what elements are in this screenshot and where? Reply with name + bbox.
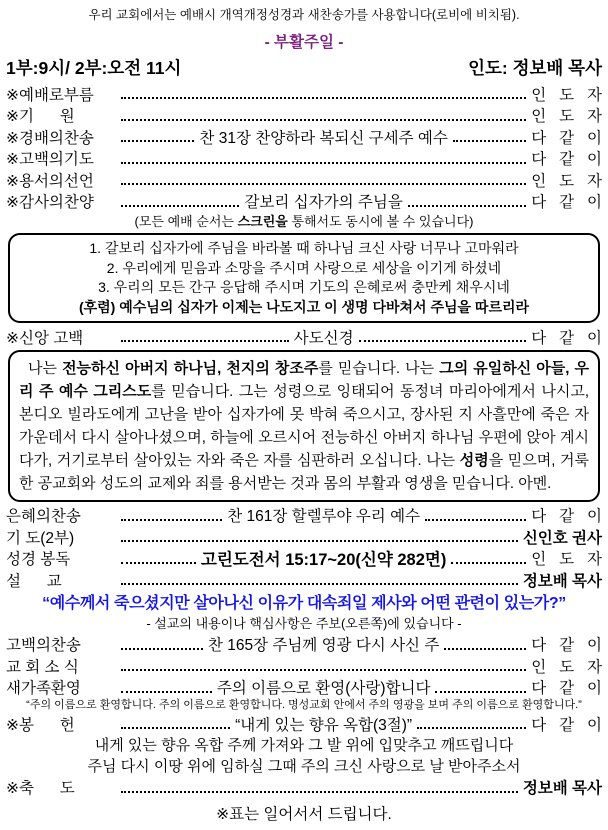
order-item-performer: 인 도 자 <box>531 172 602 190</box>
dotted-leader <box>121 174 526 185</box>
order-item-label: ※기 원 <box>6 108 75 126</box>
dotted-leader <box>417 718 526 729</box>
order-item-performer: 인 도 자 <box>531 86 602 104</box>
order-item-label: 설 교 <box>6 572 62 590</box>
order-item-detail: 찬 165장 주님께 영광 다시 사신 주 <box>207 637 440 655</box>
dotted-leader <box>444 639 526 650</box>
offering-hymn-line-1: 내게 있는 향유 옥합 주께 가져와 그 발 위에 입맞추고 깨뜨립니다 <box>94 736 514 754</box>
dotted-leader <box>359 331 527 342</box>
order-item-label: ※축 도 <box>6 780 75 798</box>
bible-hymnal-notice: 우리 교회에서는 예배시 개역개정성경과 새찬송가를 사용합니다(로비에 비치됨). <box>88 8 520 22</box>
service-presider: 인도: 정보배 목사 <box>468 58 602 78</box>
order-item-label: 교 회 소 식 <box>6 658 79 676</box>
scripture-reference: 고린도전서 15:17~20(신약 282면) <box>200 551 447 570</box>
hymn-refrain: (후렴) 예수님의 십자가 이제는 나도지고 이 생명 다바쳐서 주님을 따르리라 <box>78 298 530 315</box>
dotted-leader <box>121 131 194 142</box>
creed-segment: 를 믿습니다. 나는 <box>318 359 440 377</box>
order-row-confession-of-faith <box>6 326 602 348</box>
order-row-hymn-of-grace <box>6 505 602 527</box>
order-item-performer: 다 같 이 <box>531 151 602 169</box>
order-item-performer: 인 도 자 <box>531 551 602 569</box>
order-item-performer: 인 도 자 <box>531 658 602 676</box>
order-item-performer: 정보배 목사 <box>522 780 602 798</box>
order-row-sermon <box>6 569 602 591</box>
order-row-declaration-of-forgiveness <box>6 169 602 191</box>
order-row-praise-of-thanksgiving <box>6 191 602 213</box>
creed-segment: 나는 <box>28 359 63 377</box>
order-item-detail: 찬 161장 할렐루야 우리 예수 <box>227 508 421 526</box>
order-row-offering <box>6 713 602 735</box>
creed-segment-bold: 그의 유일하신 아들, 우리 주 예수 그리스도 <box>19 359 589 400</box>
order-item-label: 고백의찬송 <box>6 637 81 655</box>
order-item-detail: 사도신경 <box>293 329 354 347</box>
screen-note-pre: (모든 예배 순서는 <box>134 214 238 229</box>
praise-hymn-lyrics-box <box>8 233 600 323</box>
offering-hymn-title: “내게 있는 향유 옥합(3절)” <box>235 716 413 734</box>
order-row-prayer-of-confession <box>6 148 602 170</box>
order-row-hymn-of-worship <box>6 126 602 148</box>
standing-instruction-note: ※표는 일어서서 드립니다. <box>216 806 392 823</box>
order-row-prayer <box>6 526 602 548</box>
welcome-song-note: “주의 이름으로 환영합니다. 주의 이름으로 환영합니다. 명성교회 안에서 주의 영광을 보며 주의 이름으로 환영합니다.” <box>26 699 582 711</box>
dotted-leader <box>121 574 518 585</box>
dotted-leader <box>121 782 518 793</box>
order-item-label: 기 도(2부) <box>6 529 75 547</box>
dotted-leader <box>435 682 526 693</box>
dotted-leader <box>121 660 526 671</box>
order-row-church-news <box>6 655 602 677</box>
order-item-label: 새가족환영 <box>6 680 81 698</box>
dotted-leader <box>425 510 526 521</box>
order-item-performer: 다 같 이 <box>531 129 603 147</box>
order-row-benediction <box>6 777 602 799</box>
order-item-performer: 다 같 이 <box>531 716 602 734</box>
dotted-leader <box>121 718 230 729</box>
order-item-detail: 갈보리 십자가의 주님을 <box>244 194 403 212</box>
order-item-label: ※감사의찬양 <box>6 194 94 212</box>
easter-sunday-title: - 부활주일 - <box>264 34 344 51</box>
offering-hymn-line-2: 주님 다시 이땅 위에 임하실 그때 주의 크신 사랑으로 날 받아주소서 <box>87 757 521 775</box>
order-row-invocation <box>6 105 602 127</box>
order-item-label: ※용서의선언 <box>6 172 94 190</box>
dotted-leader <box>121 639 203 650</box>
order-item-detail: 주의 이름으로 환영(사랑)합니다 <box>216 680 431 698</box>
dotted-leader <box>121 331 289 342</box>
order-item-label: ※고백의기도 <box>6 151 94 169</box>
order-item-performer: 정보배 목사 <box>522 572 602 590</box>
creed-segment: 를 믿습니다. 그는 성령으로 잉태되어 동정녀 마리아에게서 나시고, 본디오 빌라도에게 고난을 받아 십자가에 못 박혀 죽으시고, 장사된 지 사흘만에 죽은 자 가운데서 다시 살아나셨으며, 하늘에 오르시어 전능하신 아버지 하나님 우편에 앉아 계시다가, 거기로부터 살아있는 자와 죽은 자를 심판하러 오십니다. 나는 <box>19 382 589 469</box>
order-item-performer: 다 같 이 <box>531 329 603 347</box>
order-item-label: ※경배의찬송 <box>6 129 94 147</box>
order-item-label: ※봉 헌 <box>6 716 75 734</box>
dotted-leader <box>121 88 526 99</box>
hymn-verse-3: 3. 우리의 모든 간구 응답해 주시며 기도의 은혜로써 충만케 채우시네 <box>98 279 510 295</box>
dotted-leader <box>121 531 518 542</box>
dotted-leader <box>121 682 212 693</box>
order-item-performer: 다 같 이 <box>531 680 603 698</box>
screen-availability-note <box>6 213 602 231</box>
order-item-label: ※신앙 고백 <box>6 329 84 347</box>
dotted-leader <box>121 510 222 521</box>
creed-segment-bold: 성령 <box>459 451 489 469</box>
screen-note-post: 통해서도 동시에 볼 수 있습니다) <box>287 214 474 229</box>
order-row-scripture-reading <box>6 548 602 570</box>
dotted-leader <box>121 110 526 121</box>
dotted-leader <box>121 553 196 564</box>
dotted-leader <box>408 196 526 207</box>
dotted-leader <box>451 553 526 564</box>
order-row-hymn-of-confession <box>6 634 602 656</box>
order-item-performer: 다 같 이 <box>531 194 603 212</box>
order-item-label: 은혜의찬송 <box>6 508 81 526</box>
sermon-title: “예수께서 죽으셨지만 살아나신 이유가 대속죄일 제사와 어떤 관련이 있는가?” <box>42 594 566 612</box>
service-times: 1부:9시/ 2부:오전 11시 <box>6 58 182 78</box>
order-item-performer: 다 같 이 <box>531 637 602 655</box>
apostles-creed-box <box>8 350 600 502</box>
order-item-label: ※예배로부름 <box>6 86 94 104</box>
dotted-leader <box>121 153 526 164</box>
order-item-performer: 신인호 권사 <box>522 529 602 547</box>
creed-segment: 을 믿으며, 거룩한 공교회와 성도의 교제와 죄를 용서받는 것과 몸의 부활과 영생을 믿습니다. 아멘. <box>19 451 589 492</box>
sermon-note: - 설교의 내용이나 핵심사항은 주보(오른쪽)에 있습니다 - <box>146 615 462 631</box>
apostles-creed-text <box>19 357 589 495</box>
order-item-performer: 다 같 이 <box>531 508 602 526</box>
screen-note-bold: 스크린을 <box>237 214 288 229</box>
order-item-performer: 인 도 자 <box>531 108 602 126</box>
hymn-verse-2: 2. 우리에게 믿음과 소망을 주시며 사랑으로 세상을 이기게 하셨네 <box>106 259 502 276</box>
service-header <box>6 55 602 80</box>
creed-segment-bold: 전능하신 아버지 하나님, 천지의 창조주 <box>62 359 319 377</box>
order-item-detail: 찬 31장 찬양하라 복되신 구세주 예수 <box>199 129 448 147</box>
order-item-label: 성경 봉독 <box>6 551 71 569</box>
dotted-leader <box>121 196 239 207</box>
order-row-call-to-worship <box>6 83 602 105</box>
hymn-verse-1: 1. 갈보리 십자가에 주님을 바라볼 때 하나님 크신 사랑 너무나 고마워라 <box>89 240 519 256</box>
order-row-new-family-welcome <box>6 677 602 699</box>
dotted-leader <box>453 131 526 142</box>
